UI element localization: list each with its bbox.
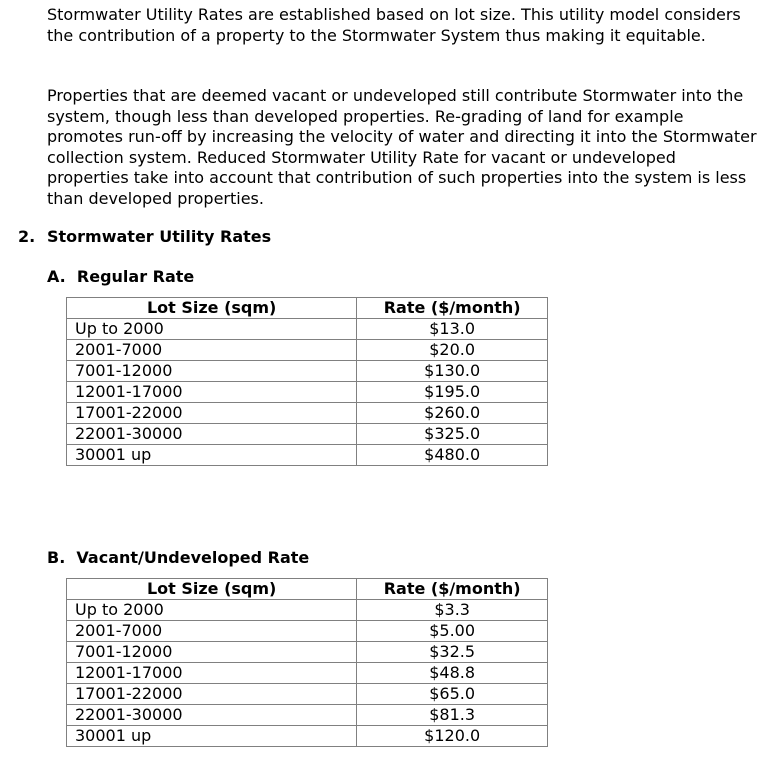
lot-size-cell: 2001-7000	[67, 340, 357, 361]
table-row	[67, 319, 548, 340]
lot-size-cell: 17001-22000	[67, 684, 357, 705]
section-title: Stormwater Utility Rates	[47, 227, 272, 246]
lot-size-cell: 30001 up	[67, 445, 357, 466]
rate-header: Rate ($/month)	[357, 579, 548, 600]
lot-size-cell: 12001-17000	[67, 663, 357, 684]
lot-size-cell: Up to 2000	[67, 319, 357, 340]
lot-size-cell: 12001-17000	[67, 382, 357, 403]
lot-size-header: Lot Size (sqm)	[67, 298, 357, 319]
intro-paragraph-1: Stormwater Utility Rates are established based on lot size. This utility model considers the contribution of a property to the Stormwater System thus making it equitable.	[47, 5, 741, 45]
rate-cell: $325.0	[357, 424, 548, 445]
vacant-rate-heading: B. Vacant/Undeveloped Rate	[47, 548, 310, 567]
lot-size-cell: 22001-30000	[67, 424, 357, 445]
lot-size-cell: 30001 up	[67, 726, 357, 747]
lot-size-cell: Up to 2000	[67, 600, 357, 621]
intro-paragraph-2: Properties that are deemed vacant or undeveloped still contribute Stormwater into the system, though less than developed properties. Re-grading of land for example promotes run-off by increasing the velocity of water and directing it into the Stormwater collection system. Reduced Stormwater Utility Rate for vacant or undeveloped properties take into account that contribution of such properties into the system is less than developed properties.	[47, 86, 757, 208]
rate-cell: $20.0	[357, 340, 548, 361]
rate-cell: $3.3	[357, 600, 548, 621]
table-row	[67, 361, 548, 382]
table-header-row	[67, 579, 548, 600]
lot-size-cell: 7001-12000	[67, 642, 357, 663]
regular-rate-heading: A. Regular Rate	[47, 267, 195, 286]
table-row	[67, 705, 548, 726]
table-row	[67, 445, 548, 466]
lot-size-cell: 22001-30000	[67, 705, 357, 726]
table-row	[67, 340, 548, 361]
rate-cell: $13.0	[357, 319, 548, 340]
table-row	[67, 663, 548, 684]
rate-cell: $48.8	[357, 663, 548, 684]
rate-cell: $120.0	[357, 726, 548, 747]
table-row	[67, 684, 548, 705]
regular-rate-table	[66, 297, 548, 466]
table-row	[67, 382, 548, 403]
rate-header: Rate ($/month)	[357, 298, 548, 319]
table-header-row	[67, 298, 548, 319]
section-number: 2.	[18, 227, 36, 246]
table-row	[67, 621, 548, 642]
rate-cell: $480.0	[357, 445, 548, 466]
rate-cell: $130.0	[357, 361, 548, 382]
lot-size-cell: 7001-12000	[67, 361, 357, 382]
table-row	[67, 726, 548, 747]
rate-cell: $81.3	[357, 705, 548, 726]
vacant-rate-table	[66, 578, 548, 747]
rate-cell: $260.0	[357, 403, 548, 424]
rate-cell: $65.0	[357, 684, 548, 705]
lot-size-cell: 2001-7000	[67, 621, 357, 642]
table-row	[67, 403, 548, 424]
rate-cell: $5.00	[357, 621, 548, 642]
rate-cell: $195.0	[357, 382, 548, 403]
rate-cell: $32.5	[357, 642, 548, 663]
lot-size-header: Lot Size (sqm)	[67, 579, 357, 600]
table-row	[67, 600, 548, 621]
table-row	[67, 642, 548, 663]
lot-size-cell: 17001-22000	[67, 403, 357, 424]
table-row	[67, 424, 548, 445]
